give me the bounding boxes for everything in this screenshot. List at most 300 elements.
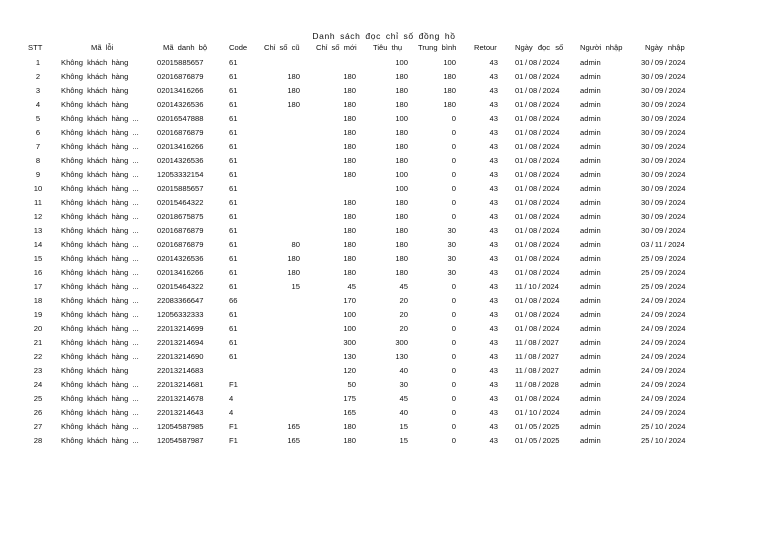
table-row [0, 183, 768, 197]
cell-chi-so-moi: 100 [343, 324, 356, 333]
cell-nguoi-nhap: admin [580, 198, 601, 207]
cell-ma-danh-bo: 22013214699 [157, 324, 204, 333]
header-nguoi-nhap: Người nhập [580, 43, 623, 52]
cell-ma-loi: Không khách hàng ... [61, 324, 139, 333]
cell-trung-binh: 0 [451, 184, 456, 193]
cell-trung-binh: 0 [451, 352, 456, 361]
cell-retour: 43 [489, 310, 498, 319]
cell-ngay-doc-so: 01 / 08 / 2024 [515, 170, 560, 179]
cell-trung-binh: 0 [451, 114, 456, 123]
cell-stt: 4 [35, 100, 41, 109]
cell-ngay-doc-so: 01 / 08 / 2024 [515, 114, 560, 123]
cell-tieu-thu: 30 [399, 380, 408, 389]
cell-trung-binh: 0 [451, 338, 456, 347]
table-row [0, 337, 768, 351]
cell-ngay-doc-so: 01 / 08 / 2024 [515, 142, 560, 151]
cell-retour: 43 [489, 338, 498, 347]
table-row [0, 365, 768, 379]
cell-nguoi-nhap: admin [580, 282, 601, 291]
table-row [0, 351, 768, 365]
cell-ma-loi: Không khách hàng ... [61, 338, 139, 347]
cell-stt: 28 [33, 436, 43, 445]
cell-chi-so-moi: 100 [343, 310, 356, 319]
cell-trung-binh: 180 [443, 100, 456, 109]
cell-ngay-nhap: 30 / 09 / 2024 [641, 100, 686, 109]
cell-stt: 18 [33, 296, 43, 305]
cell-code: 61 [229, 114, 238, 123]
cell-trung-binh: 0 [451, 170, 456, 179]
cell-ngay-nhap: 24 / 09 / 2024 [641, 310, 686, 319]
cell-nguoi-nhap: admin [580, 170, 601, 179]
cell-trung-binh: 30 [447, 268, 456, 277]
cell-tieu-thu: 100 [395, 58, 408, 67]
table-row [0, 323, 768, 337]
cell-ngay-nhap: 25 / 09 / 2024 [641, 268, 686, 277]
cell-ma-loi: Không khách hàng ... [61, 408, 139, 417]
cell-retour: 43 [489, 72, 498, 81]
cell-nguoi-nhap: admin [580, 436, 601, 445]
cell-ma-danh-bo: 12054587987 [157, 436, 204, 445]
cell-tieu-thu: 180 [395, 240, 408, 249]
cell-ma-danh-bo: 22013214683 [157, 366, 204, 375]
cell-chi-so-moi: 180 [343, 436, 356, 445]
cell-nguoi-nhap: admin [580, 422, 601, 431]
cell-tieu-thu: 180 [395, 142, 408, 151]
cell-code: 4 [229, 408, 234, 417]
cell-ngay-doc-so: 01 / 08 / 2024 [515, 128, 560, 137]
cell-chi-so-moi: 175 [343, 394, 356, 403]
cell-nguoi-nhap: admin [580, 240, 601, 249]
cell-stt: 14 [33, 240, 43, 249]
cell-ngay-nhap: 24 / 09 / 2024 [641, 408, 686, 417]
cell-ma-loi: Không khách hàng ... [61, 240, 139, 249]
cell-trung-binh: 0 [451, 156, 456, 165]
cell-tieu-thu: 300 [395, 338, 408, 347]
cell-stt: 9 [35, 170, 41, 179]
cell-nguoi-nhap: admin [580, 394, 601, 403]
header-ma-loi: Mã lỗi [91, 43, 114, 52]
cell-code: 61 [229, 338, 238, 347]
cell-chi-so-cu: 80 [291, 240, 300, 249]
cell-ngay-doc-so: 01 / 08 / 2024 [515, 296, 560, 305]
cell-ngay-nhap: 30 / 09 / 2024 [641, 156, 686, 165]
cell-ngay-nhap: 30 / 09 / 2024 [641, 128, 686, 137]
cell-code: F1 [229, 380, 238, 389]
table-row [0, 239, 768, 253]
cell-ma-loi: Không khách hàng [61, 366, 129, 375]
cell-stt: 2 [35, 72, 41, 81]
cell-stt: 23 [33, 366, 43, 375]
table-row [0, 253, 768, 267]
cell-chi-so-cu: 180 [287, 100, 300, 109]
cell-retour: 43 [489, 436, 498, 445]
cell-code: 61 [229, 156, 238, 165]
cell-ma-danh-bo: 22013214643 [157, 408, 204, 417]
cell-retour: 43 [489, 352, 498, 361]
cell-chi-so-moi: 180 [343, 212, 356, 221]
table-row [0, 155, 768, 169]
cell-ngay-doc-so: 01 / 05 / 2025 [515, 422, 560, 431]
cell-chi-so-moi: 180 [343, 268, 356, 277]
cell-ngay-nhap: 30 / 09 / 2024 [641, 170, 686, 179]
header-stt: STT [28, 43, 43, 52]
cell-tieu-thu: 15 [399, 422, 408, 431]
cell-ngay-nhap: 30 / 09 / 2024 [641, 184, 686, 193]
cell-ngay-doc-so: 11 / 08 / 2028 [515, 380, 559, 389]
cell-nguoi-nhap: admin [580, 156, 601, 165]
cell-nguoi-nhap: admin [580, 380, 601, 389]
cell-retour: 43 [489, 142, 498, 151]
cell-ma-loi: Không khách hàng ... [61, 282, 139, 291]
cell-retour: 43 [489, 128, 498, 137]
cell-ma-loi: Không khách hàng [61, 100, 129, 109]
cell-code: 61 [229, 352, 238, 361]
cell-code: 61 [229, 212, 238, 221]
header-retour: Retour [474, 43, 497, 52]
cell-stt: 8 [35, 156, 41, 165]
cell-code: 61 [229, 170, 238, 179]
header-code: Code [229, 43, 248, 52]
cell-ma-loi: Không khách hàng ... [61, 310, 139, 319]
cell-nguoi-nhap: admin [580, 338, 601, 347]
cell-ngay-doc-so: 11 / 08 / 2027 [515, 352, 559, 361]
table-row [0, 407, 768, 421]
cell-ngay-nhap: 24 / 09 / 2024 [641, 380, 686, 389]
cell-code: 4 [229, 394, 234, 403]
cell-ma-loi: Không khách hàng ... [61, 198, 139, 207]
cell-nguoi-nhap: admin [580, 408, 601, 417]
cell-retour: 43 [489, 324, 498, 333]
cell-nguoi-nhap: admin [580, 254, 601, 263]
cell-stt: 5 [35, 114, 41, 123]
cell-nguoi-nhap: admin [580, 184, 601, 193]
cell-ngay-nhap: 25 / 10 / 2024 [641, 422, 686, 431]
cell-code: 61 [229, 142, 238, 151]
cell-ngay-nhap: 24 / 09 / 2024 [641, 324, 686, 333]
cell-trung-binh: 0 [451, 142, 456, 151]
cell-tieu-thu: 20 [399, 296, 408, 305]
cell-tieu-thu: 180 [395, 86, 408, 95]
cell-code: 61 [229, 198, 238, 207]
cell-tieu-thu: 180 [395, 198, 408, 207]
cell-ma-loi: Không khách hàng [61, 58, 129, 67]
cell-stt: 12 [33, 212, 43, 221]
cell-code: 61 [229, 240, 238, 249]
cell-stt: 19 [33, 310, 43, 319]
report-title: Danh sách đọc chỉ số đồng hồ [312, 31, 456, 41]
cell-stt: 6 [35, 128, 41, 137]
cell-ngay-doc-so: 01 / 05 / 2025 [515, 436, 560, 445]
cell-retour: 43 [489, 156, 498, 165]
table-row [0, 71, 768, 85]
cell-nguoi-nhap: admin [580, 226, 601, 235]
cell-ma-danh-bo: 22083366647 [157, 296, 204, 305]
cell-tieu-thu: 100 [395, 114, 408, 123]
cell-trung-binh: 0 [451, 436, 456, 445]
cell-ma-loi: Không khách hàng ... [61, 212, 139, 221]
cell-stt: 22 [33, 352, 43, 361]
cell-tieu-thu: 45 [399, 394, 408, 403]
cell-chi-so-moi: 180 [343, 142, 356, 151]
cell-retour: 43 [489, 198, 498, 207]
cell-nguoi-nhap: admin [580, 310, 601, 319]
table-row [0, 169, 768, 183]
cell-retour: 43 [489, 58, 498, 67]
cell-nguoi-nhap: admin [580, 128, 601, 137]
table-row [0, 295, 768, 309]
cell-tieu-thu: 180 [395, 128, 408, 137]
cell-ngay-nhap: 24 / 09 / 2024 [641, 352, 686, 361]
cell-ma-danh-bo: 02015464322 [157, 198, 204, 207]
cell-code: 61 [229, 184, 238, 193]
cell-ngay-nhap: 30 / 09 / 2024 [641, 72, 686, 81]
cell-ngay-doc-so: 01 / 08 / 2024 [515, 100, 560, 109]
cell-chi-so-moi: 180 [343, 100, 356, 109]
table-row [0, 435, 768, 449]
cell-ma-loi: Không khách hàng ... [61, 142, 139, 151]
cell-tieu-thu: 20 [399, 324, 408, 333]
cell-nguoi-nhap: admin [580, 58, 601, 67]
cell-tieu-thu: 100 [395, 184, 408, 193]
cell-ma-loi: Không khách hàng ... [61, 352, 139, 361]
cell-ma-loi: Không khách hàng ... [61, 394, 139, 403]
cell-ma-danh-bo: 22013214694 [157, 338, 204, 347]
cell-code: F1 [229, 422, 238, 431]
cell-stt: 15 [33, 254, 43, 263]
cell-trung-binh: 180 [443, 72, 456, 81]
cell-chi-so-moi: 180 [343, 156, 356, 165]
cell-tieu-thu: 180 [395, 254, 408, 263]
cell-chi-so-moi: 120 [343, 366, 356, 375]
cell-ma-danh-bo: 02016876879 [157, 240, 204, 249]
cell-stt: 25 [33, 394, 43, 403]
cell-ngay-doc-so: 01 / 08 / 2024 [515, 268, 560, 277]
cell-code: 66 [229, 296, 238, 305]
cell-stt: 17 [33, 282, 43, 291]
cell-stt: 7 [35, 142, 41, 151]
cell-nguoi-nhap: admin [580, 72, 601, 81]
cell-ngay-nhap: 25 / 09 / 2024 [641, 282, 686, 291]
cell-nguoi-nhap: admin [580, 114, 601, 123]
cell-code: 61 [229, 254, 238, 263]
cell-ngay-doc-so: 11 / 10 / 2024 [515, 282, 559, 291]
cell-code: 61 [229, 226, 238, 235]
cell-ngay-doc-so: 01 / 08 / 2024 [515, 394, 560, 403]
cell-trung-binh: 0 [451, 296, 456, 305]
cell-code: 61 [229, 282, 238, 291]
cell-chi-so-moi: 170 [343, 296, 356, 305]
cell-trung-binh: 30 [447, 226, 456, 235]
cell-retour: 43 [489, 226, 498, 235]
cell-ngay-nhap: 30 / 09 / 2024 [641, 142, 686, 151]
cell-chi-so-moi: 180 [343, 226, 356, 235]
cell-chi-so-moi: 180 [343, 128, 356, 137]
cell-trung-binh: 0 [451, 212, 456, 221]
table-row [0, 421, 768, 435]
cell-code: 61 [229, 324, 238, 333]
cell-ngay-nhap: 24 / 09 / 2024 [641, 394, 686, 403]
cell-chi-so-moi: 180 [343, 254, 356, 263]
cell-retour: 43 [489, 268, 498, 277]
cell-chi-so-moi: 165 [343, 408, 356, 417]
cell-tieu-thu: 15 [399, 436, 408, 445]
cell-chi-so-cu: 165 [287, 436, 300, 445]
table-row [0, 113, 768, 127]
cell-ngay-doc-so: 01 / 08 / 2024 [515, 226, 560, 235]
cell-ma-loi: Không khách hàng ... [61, 268, 139, 277]
cell-ngay-doc-so: 01 / 08 / 2024 [515, 86, 560, 95]
cell-chi-so-cu: 180 [287, 254, 300, 263]
cell-ma-loi: Không khách hàng ... [61, 114, 139, 123]
table-row [0, 85, 768, 99]
cell-ma-loi: Không khách hàng ... [61, 128, 139, 137]
cell-tieu-thu: 180 [395, 100, 408, 109]
cell-trung-binh: 30 [447, 240, 456, 249]
table-row [0, 197, 768, 211]
cell-ma-loi: Không khách hàng [61, 86, 129, 95]
cell-ngay-nhap: 03 / 11 / 2024 [641, 240, 685, 249]
cell-chi-so-moi: 180 [343, 114, 356, 123]
cell-nguoi-nhap: admin [580, 86, 601, 95]
cell-tieu-thu: 180 [395, 268, 408, 277]
cell-retour: 43 [489, 394, 498, 403]
cell-ngay-doc-so: 11 / 08 / 2027 [515, 366, 559, 375]
cell-ma-loi: Không khách hàng ... [61, 184, 139, 193]
table-row [0, 57, 768, 71]
cell-ngay-doc-so: 01 / 08 / 2024 [515, 72, 560, 81]
cell-ngay-doc-so: 01 / 08 / 2024 [515, 184, 560, 193]
cell-ngay-doc-so: 01 / 08 / 2024 [515, 240, 560, 249]
table-row [0, 99, 768, 113]
cell-code: 61 [229, 86, 238, 95]
table-row [0, 379, 768, 393]
cell-stt: 10 [33, 184, 43, 193]
cell-ma-danh-bo: 02015885657 [157, 184, 204, 193]
cell-nguoi-nhap: admin [580, 324, 601, 333]
cell-trung-binh: 0 [451, 422, 456, 431]
cell-nguoi-nhap: admin [580, 296, 601, 305]
cell-tieu-thu: 20 [399, 310, 408, 319]
table-row [0, 127, 768, 141]
cell-retour: 43 [489, 408, 498, 417]
table-row [0, 281, 768, 295]
cell-ma-danh-bo: 02016876879 [157, 226, 204, 235]
cell-tieu-thu: 180 [395, 212, 408, 221]
cell-ngay-nhap: 30 / 09 / 2024 [641, 226, 686, 235]
cell-trung-binh: 0 [451, 310, 456, 319]
cell-trung-binh: 180 [443, 86, 456, 95]
cell-stt: 3 [35, 86, 41, 95]
cell-retour: 43 [489, 86, 498, 95]
cell-ngay-nhap: 30 / 09 / 2024 [641, 86, 686, 95]
table-row [0, 225, 768, 239]
cell-ngay-doc-so: 01 / 08 / 2024 [515, 198, 560, 207]
cell-chi-so-moi: 180 [343, 422, 356, 431]
cell-chi-so-cu: 15 [291, 282, 300, 291]
cell-ma-loi: Không khách hàng ... [61, 254, 139, 263]
cell-ma-loi: Không khách hàng ... [61, 296, 139, 305]
cell-ma-danh-bo: 02014326536 [157, 156, 204, 165]
cell-nguoi-nhap: admin [580, 268, 601, 277]
cell-stt: 1 [35, 58, 41, 67]
cell-chi-so-moi: 180 [343, 72, 356, 81]
cell-trung-binh: 0 [451, 198, 456, 207]
cell-ma-loi: Không khách hàng ... [61, 170, 139, 179]
cell-ngay-nhap: 24 / 09 / 2024 [641, 338, 686, 347]
header-chi-so-moi: Chỉ số mới [316, 43, 357, 52]
cell-chi-so-moi: 180 [343, 198, 356, 207]
cell-retour: 43 [489, 240, 498, 249]
cell-ngay-doc-so: 01 / 08 / 2024 [515, 58, 560, 67]
cell-ngay-doc-so: 11 / 08 / 2027 [515, 338, 559, 347]
cell-trung-binh: 0 [451, 408, 456, 417]
cell-ma-loi: Không khách hàng [61, 72, 129, 81]
header-ma-danh-bo: Mã danh bộ [163, 43, 208, 52]
header-ngay-doc-so: Ngày đọc số [515, 43, 564, 52]
cell-code: 61 [229, 72, 238, 81]
cell-ngay-nhap: 25 / 09 / 2024 [641, 254, 686, 263]
header-chi-so-cu: Chỉ số cũ [264, 43, 300, 52]
cell-ma-danh-bo: 02016876879 [157, 72, 204, 81]
cell-tieu-thu: 180 [395, 226, 408, 235]
cell-nguoi-nhap: admin [580, 366, 601, 375]
cell-trung-binh: 0 [451, 282, 456, 291]
cell-nguoi-nhap: admin [580, 100, 601, 109]
cell-ma-danh-bo: 02014326536 [157, 100, 204, 109]
cell-retour: 43 [489, 366, 498, 375]
cell-code: F1 [229, 436, 238, 445]
cell-code: 61 [229, 128, 238, 137]
cell-retour: 43 [489, 212, 498, 221]
cell-chi-so-moi: 180 [343, 170, 356, 179]
cell-ma-loi: Không khách hàng ... [61, 380, 139, 389]
cell-ma-danh-bo: 22013214681 [157, 380, 204, 389]
cell-retour: 43 [489, 170, 498, 179]
cell-ngay-doc-so: 01 / 08 / 2024 [515, 156, 560, 165]
cell-trung-binh: 0 [451, 366, 456, 375]
cell-tieu-thu: 40 [399, 366, 408, 375]
header-ngay-nhap: Ngày nhập [645, 43, 685, 52]
cell-code: 61 [229, 58, 238, 67]
cell-code: 61 [229, 100, 238, 109]
cell-nguoi-nhap: admin [580, 212, 601, 221]
cell-chi-so-moi: 130 [343, 352, 356, 361]
cell-ngay-doc-so: 01 / 08 / 2024 [515, 212, 560, 221]
cell-retour: 43 [489, 254, 498, 263]
cell-trung-binh: 100 [443, 58, 456, 67]
cell-ma-danh-bo: 02015885657 [157, 58, 204, 67]
cell-ma-danh-bo: 22013214678 [157, 394, 204, 403]
cell-ma-danh-bo: 02018675875 [157, 212, 204, 221]
cell-ngay-nhap: 30 / 09 / 2024 [641, 114, 686, 123]
cell-retour: 43 [489, 422, 498, 431]
cell-ma-loi: Không khách hàng ... [61, 226, 139, 235]
cell-chi-so-moi: 45 [347, 282, 356, 291]
cell-chi-so-moi: 180 [343, 86, 356, 95]
cell-ma-danh-bo: 22013214690 [157, 352, 204, 361]
cell-ngay-doc-so: 01 / 10 / 2024 [515, 408, 560, 417]
cell-ngay-nhap: 24 / 09 / 2024 [641, 366, 686, 375]
header-tieu-thu: Tiêu thụ [373, 43, 403, 52]
header-trung-binh: Trung bình [418, 43, 457, 52]
cell-ma-danh-bo: 12053332154 [157, 170, 204, 179]
table-row [0, 141, 768, 155]
cell-ngay-nhap: 24 / 09 / 2024 [641, 296, 686, 305]
cell-retour: 43 [489, 380, 498, 389]
cell-nguoi-nhap: admin [580, 352, 601, 361]
cell-ma-danh-bo: 02013416266 [157, 268, 204, 277]
cell-stt: 24 [33, 380, 43, 389]
